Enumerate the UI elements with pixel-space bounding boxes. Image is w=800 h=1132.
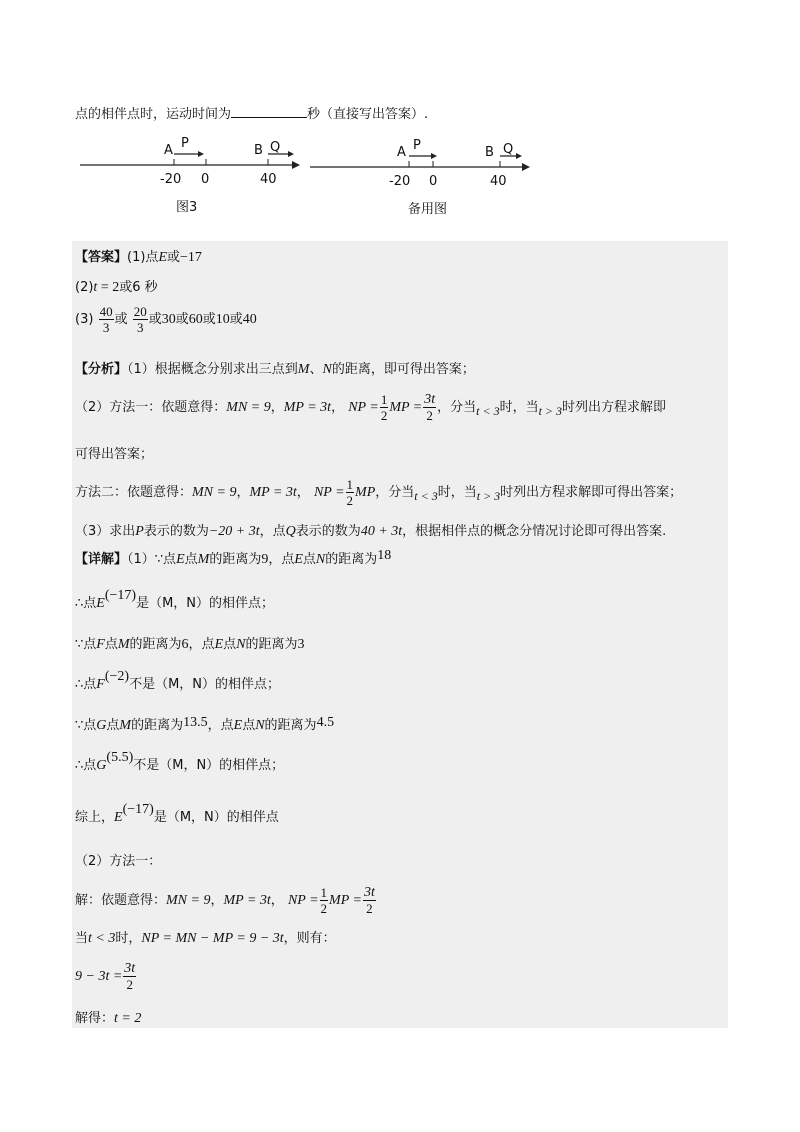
denominator: 2 [366,901,373,916]
detail-text: （2）方法一： [75,854,162,869]
separator: 、 [309,362,323,377]
analysis-text: （1）根据概念分别求出三点到 [127,362,298,377]
detail-equation-line [75,962,137,991]
fraction [380,393,389,422]
answer-text: (1)点 [127,250,159,265]
detail-text: 是（M，N）的相伴点 [153,810,279,825]
coordinate: (−17) [122,802,154,817]
detail-text: 是（M，N）的相伴点； [136,596,275,611]
comma: ， [270,400,284,415]
condition: t > 3 [538,404,563,418]
denominator: 3 [102,320,110,335]
tick-label: 0 [201,172,210,187]
result: t = 2 [114,1011,142,1026]
answer-text: 或6 秒 [119,280,158,295]
condition: t < 3 [476,404,500,418]
answer-text: (3) [75,312,94,327]
fraction [346,478,355,507]
detail-text: ∵点 [75,718,97,733]
equation: MP = 3t [223,893,271,908]
detail-text: 的距离为 [129,637,182,652]
denominator: 2 [380,408,388,423]
var-M: M [197,552,210,567]
detail-text: ∴点 [75,758,97,773]
expression: −20 + 3t [208,524,260,539]
detail-text: ∴点 [75,596,97,611]
tick-label: -20 [160,172,182,187]
equation: MP = 3t [249,485,297,500]
detail-text: ∵点 [75,637,97,652]
value: 18 [377,548,392,563]
method-one-heading [75,850,161,869]
var-E: E [214,637,224,652]
detail-line-5 [75,714,334,734]
label-Q: Q [503,142,514,157]
analysis-text: 表示的数为 [295,524,361,539]
denominator: 2 [320,901,328,916]
equation: NP = [287,893,319,908]
detail-line-4 [75,669,281,693]
denominator: 2 [346,493,354,508]
numerator: 1 [320,885,328,900]
var-M: M [117,637,130,652]
detail-text: 点 [104,637,118,652]
analysis-text: ，点 [259,524,286,539]
equation: MN = 9 [192,485,237,500]
figure-caption: 图3 [176,200,198,215]
comma: ， [270,893,284,908]
answer-value: 10 [215,312,230,327]
analysis-tag: 【分析】 [75,362,128,377]
label-P: P [181,136,189,151]
detail-text: ，点 [188,637,215,652]
answer-blank [231,105,307,118]
numerator: 1 [346,477,354,492]
or-text: 或 [202,312,216,327]
value: 4.5 [316,715,335,730]
value: 3 [297,637,305,652]
analysis-text: 的距离，即可得出答案； [331,362,475,377]
numerator: 20 [133,304,147,319]
condition: t > 3 [476,489,501,503]
comma: ， [296,485,310,500]
var-G: G [96,718,107,733]
equation: MN = 9 [226,400,271,415]
var-Q: Q [285,524,296,539]
var-N: N [315,552,326,567]
label-B: B [485,145,494,160]
equation: MP [355,485,376,500]
detail-text: （1）∵点 [127,552,177,567]
figure-caption: 备用图 [408,202,448,217]
denominator: 3 [136,320,144,335]
analysis-text: 表示的数为 [143,524,209,539]
var-E: E [294,552,303,567]
tick-label: -20 [389,174,411,189]
label-B: B [254,143,263,158]
analysis-text: ，分当 [437,400,477,415]
analysis-text: 可得出答案； [75,447,154,462]
label-A: A [164,143,173,158]
var-F: F [96,677,105,692]
comma: ， [331,400,345,415]
answer-value: −17 [180,250,202,265]
fraction [363,886,376,915]
detail-text: 时， [115,931,142,946]
analysis-text: （2）方法一：依题意得： [75,400,227,415]
condition: t < 3 [414,489,438,503]
var-E: E [96,596,105,611]
numerator: 3t [124,961,136,976]
numerator: 3t [424,392,436,407]
var-E: E [176,552,185,567]
analysis-line-3 [75,443,153,462]
detail-text: 不是（M，N）的相伴点； [129,677,281,692]
detail-text: ，则有： [283,931,336,946]
analysis-text: ，根据相伴点的概念分情况讨论即可得出答案. [402,524,667,539]
analysis-text: 时，当 [437,485,477,500]
equation: NP = MN − MP = 9 − 3t [141,931,284,946]
var-N: N [236,637,246,652]
detail-text: ，点 [207,718,234,733]
comma: ， [236,485,250,500]
numerator: 3t [363,885,375,900]
or-text: 或 [148,312,162,327]
detail-text: 的距离为 [209,552,262,567]
answer-line-3 [75,305,257,334]
tick-label: 40 [260,172,277,187]
equation: MN = 9 [166,893,211,908]
tick-label: 40 [490,174,507,189]
expression: 40 + 3t [360,524,403,539]
coordinate: (−2) [104,669,130,684]
label-P: P [413,138,421,153]
detail-text: 不是（M，N）的相伴点； [133,758,285,773]
answer-value: 30 [161,312,176,327]
var-P: P [135,524,144,539]
detail-text: 解：依题意得： [75,893,167,908]
detail-text: 的距离为 [264,718,317,733]
comma: ， [210,893,224,908]
analysis-line-2 [75,393,666,422]
problem-line [75,103,428,122]
detail-text: 的距离为 [131,718,184,733]
equation: MP = 3t [283,400,332,415]
analysis-line-1 [75,358,475,378]
var-M: M [297,362,310,377]
detail-solution-line [75,886,377,915]
detail-result-line [75,1007,141,1027]
detail-text: 点 [242,718,256,733]
var-F: F [96,637,105,652]
detail-line-6 [75,750,285,774]
numerator: 40 [99,304,113,319]
fraction [320,886,329,915]
value: 13.5 [183,715,208,730]
fraction [99,305,114,334]
equation: 9 − 3t = [75,969,123,984]
analysis-text: 方法二：依题意得： [75,485,193,500]
equation: NP = [348,400,379,415]
detail-text: ，点 [268,552,295,567]
answer-value: 60 [188,312,203,327]
detail-case-line [75,927,336,947]
denominator: 2 [126,977,133,992]
detail-line-1 [75,548,391,568]
or-text: 或 [114,312,128,327]
problem-text-b: 秒（直接写出答案）. [307,107,429,122]
answer-value: 40 [242,312,257,327]
value: 6 [181,637,189,652]
answer-text: (2) [75,280,94,295]
condition: t < 3 [88,931,116,946]
fraction [133,305,148,334]
fraction [423,393,436,422]
var-E: E [114,810,123,825]
equation: NP = [313,485,345,500]
label-Q: Q [270,140,281,155]
analysis-text: 时，当 [499,400,539,415]
fraction [123,962,136,991]
var-G: G [96,758,107,773]
analysis-text: 时列出方程求解即可得出答案； [500,485,683,500]
answer-value: = 2 [97,280,120,295]
numerator: 1 [380,392,388,407]
detail-line-2 [75,588,275,612]
detail-text: 点 [302,552,316,567]
var-M: M [119,718,132,733]
detail-text: 解得： [75,1011,115,1026]
tick-label: 0 [429,174,438,189]
or-text: 或 [229,312,243,327]
problem-text-a: 点的相伴点时，运动时间为 [75,107,232,122]
analysis-text: 时列出方程求解即 [562,400,667,415]
detail-text: 的距离为 [325,552,378,567]
coordinate: (−17) [104,588,137,603]
equation: MP = [329,893,362,908]
detail-line-3 [75,633,305,653]
answer-tag: 【答案】 [75,250,128,265]
denominator: 2 [426,408,433,423]
detail-text: 的距离为 [245,637,298,652]
detail-summary [75,802,279,826]
var-N: N [322,362,332,377]
detail-text: 点 [223,637,237,652]
detail-tag: 【详解】 [75,552,128,567]
detail-text: 点 [184,552,198,567]
coordinate: (5.5) [106,750,134,765]
var-E: E [233,718,243,733]
detail-text: 点 [106,718,120,733]
answer-line-2 [75,276,158,296]
label-A: A [397,145,406,160]
or-text: 或 [175,312,189,327]
var-N: N [255,718,265,733]
analysis-line-5 [75,520,666,540]
analysis-text: （3）求出 [75,524,136,539]
analysis-text: ，分当 [375,485,415,500]
var-E: E [158,250,167,265]
analysis-line-4 [75,478,682,507]
detail-text: 综上， [75,810,115,825]
value: 9 [261,552,269,567]
detail-text: ∴点 [75,677,97,692]
answer-text: 或 [167,250,181,265]
detail-text: 当 [75,931,89,946]
answer-line-1 [75,246,202,266]
equation: MP = [389,400,423,415]
var-t: t [93,280,98,295]
